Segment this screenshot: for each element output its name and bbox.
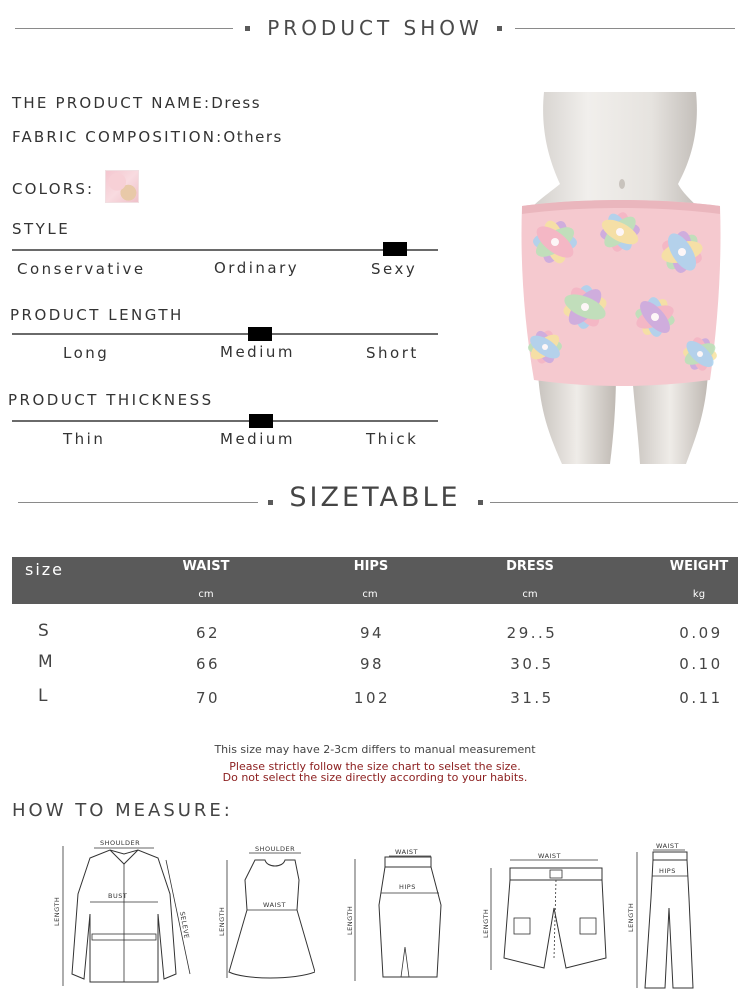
product-photo <box>510 92 738 464</box>
length-label-medium: Medium <box>220 343 295 361</box>
shorts-waist-label: WAIST <box>538 852 562 860</box>
skirt-hips-label: HIPS <box>399 883 416 891</box>
table-row-size: L <box>38 686 48 706</box>
product-name-value: Dress <box>211 94 262 112</box>
product-name-label: THE PRODUCT NAME: <box>12 94 212 112</box>
table-row-size: M <box>38 652 53 672</box>
color-swatch[interactable] <box>105 170 139 203</box>
sizetable-header <box>0 480 750 520</box>
fabric-row <box>12 128 283 146</box>
thickness-label-medium: Medium <box>220 430 295 448</box>
product-name-row <box>12 94 261 112</box>
length-scale-line <box>12 333 438 335</box>
dress-unit: cm <box>522 589 538 600</box>
shirt-shoulder-label: SHOULDER <box>100 839 141 847</box>
product-show-title: PRODUCT SHOW <box>267 16 483 40</box>
shirt-measure-diagram <box>50 834 200 994</box>
pants-measure-diagram <box>625 838 705 993</box>
shirt-bust-label: BUST <box>108 892 128 900</box>
table-cell: 0.11 <box>679 689 723 707</box>
dress-shoulder-label: SHOULDER <box>255 845 296 853</box>
table-row-size: S <box>38 621 49 641</box>
length-marker <box>248 327 272 341</box>
pants-waist-label: WAIST <box>656 842 680 850</box>
length-label-long: Long <box>63 344 110 362</box>
weight-column-header: WEIGHT <box>669 559 729 574</box>
dress-waist-label: WAIST <box>263 901 287 909</box>
table-cell: 31.5 <box>510 689 554 707</box>
style-marker <box>383 242 407 256</box>
style-title: STYLE <box>12 220 71 238</box>
dress-column-header: DRESS <box>506 559 554 574</box>
style-label-sexy: Sexy <box>371 260 418 278</box>
skirt-waist-label: WAIST <box>395 848 419 856</box>
colors-label: COLORS: <box>12 180 95 198</box>
shorts-measure-diagram <box>478 848 628 978</box>
table-cell: 66 <box>195 655 221 673</box>
shirt-length-label: LENGTH <box>53 896 61 926</box>
table-cell: 29..5 <box>506 624 558 642</box>
length-title: PRODUCT LENGTH <box>10 306 184 324</box>
sizetable-title: SIZETABLE <box>289 482 461 513</box>
fabric-value: Others <box>223 128 283 146</box>
style-label-ordinary: Ordinary <box>214 259 300 277</box>
dress-length-label: LENGTH <box>218 906 226 936</box>
length-label-short: Short <box>366 344 419 362</box>
shirt-sleeve-label: SELEVE <box>178 910 191 940</box>
weight-unit: kg <box>692 589 706 600</box>
table-cell: 0.10 <box>679 655 723 673</box>
thickness-marker <box>249 414 273 428</box>
size-table-header <box>12 557 738 604</box>
pants-length-label: LENGTH <box>627 902 635 932</box>
how-to-measure-title: HOW TO MEASURE: <box>12 800 233 821</box>
size-chart-warning: Please strictly follow the size chart to selset the size. <box>229 760 521 773</box>
thickness-label-thick: Thick <box>366 430 419 448</box>
skirt-length-label: LENGTH <box>346 905 354 935</box>
waist-column-header: WAIST <box>182 559 230 574</box>
size-habit-warning: Do not select the size directly according to your habits. <box>222 771 528 784</box>
shorts-length-label: LENGTH <box>482 908 490 938</box>
table-cell: 30.5 <box>510 655 554 673</box>
measurement-note: This size may have 2-3cm differs to manual measurement <box>214 743 536 756</box>
thickness-label-thin: Thin <box>63 430 106 448</box>
skirt-measure-diagram <box>345 845 445 990</box>
table-cell: 98 <box>359 655 385 673</box>
thickness-title: PRODUCT THICKNESS <box>8 391 214 409</box>
table-cell: 0.09 <box>679 624 723 642</box>
table-cell: 70 <box>195 689 221 707</box>
style-label-conservative: Conservative <box>17 260 146 278</box>
hips-unit: cm <box>362 589 378 600</box>
size-column-header: size <box>25 560 65 579</box>
table-cell: 94 <box>359 624 385 642</box>
fabric-label: FABRIC COMPOSITION: <box>12 128 224 146</box>
pants-hips-label: HIPS <box>659 867 676 875</box>
thickness-scale-line <box>12 420 438 422</box>
table-cell: 62 <box>195 624 221 642</box>
style-scale-line <box>12 249 438 251</box>
product-show-header <box>0 14 750 44</box>
waist-unit: cm <box>198 589 214 600</box>
dress-measure-diagram <box>215 840 315 985</box>
hips-column-header: HIPS <box>353 559 389 574</box>
table-cell: 102 <box>353 689 391 707</box>
